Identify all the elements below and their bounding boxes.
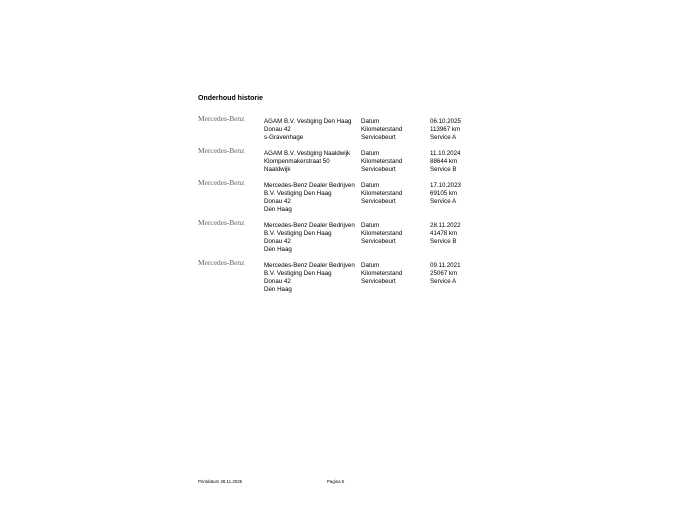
brand-logo: Mercedes-Benz (198, 146, 245, 155)
brand-logo: Mercedes-Benz (198, 258, 245, 267)
dealer-name: AGAM B.V. Vestiging Naaldwijk (264, 150, 351, 157)
label-service: Servicebeurt (361, 134, 396, 142)
dealer-city: Den Haag (264, 246, 292, 254)
value-date: 28.11.2022 (430, 222, 461, 229)
label-date: Datum (361, 222, 380, 229)
dealer-city: Den Haag (264, 286, 292, 294)
field-values (430, 262, 461, 286)
label-mileage: Kilometerstand (361, 158, 403, 166)
dealer-address (264, 182, 355, 214)
value-service: Service A (430, 278, 457, 286)
label-service: Servicebeurt (361, 238, 396, 246)
dealer-street: Donau 42 (264, 126, 291, 134)
value-mileage: 69105 km (430, 190, 458, 198)
dealer-address (264, 222, 355, 254)
value-date: 17.10.2023 (430, 182, 461, 189)
field-labels (361, 182, 402, 206)
dealer-street: Donau 42 (264, 278, 291, 286)
dealer-street: Donau 42 (264, 198, 291, 206)
field-values (430, 222, 461, 246)
dealer-street: Klompenmakerstraat 50 (264, 158, 330, 166)
field-labels (361, 118, 402, 142)
field-labels (361, 222, 402, 246)
page-number: Pagina 5 (327, 479, 345, 484)
label-date: Datum (361, 262, 380, 269)
label-date: Datum (361, 150, 380, 157)
dealer-name: Mercedes-Benz Dealer Bedrijven (264, 182, 355, 189)
dealer-city: Den Haag (264, 206, 292, 214)
label-service: Servicebeurt (361, 278, 396, 286)
field-values (430, 150, 461, 174)
value-date: 11.10.2024 (430, 150, 461, 157)
dealer-street: Donau 42 (264, 238, 291, 246)
brand-logo: Mercedes-Benz (198, 114, 245, 123)
value-mileage: 88644 km (430, 158, 458, 166)
dealer-address (264, 118, 351, 142)
label-mileage: Kilometerstand (361, 270, 403, 278)
dealer-city: s-Gravenhage (264, 134, 304, 142)
value-service: Service B (430, 166, 457, 174)
label-service: Servicebeurt (361, 198, 396, 206)
label-date: Datum (361, 118, 380, 125)
dealer-address (264, 262, 355, 294)
field-labels (361, 150, 402, 174)
dealer-name: Mercedes-Benz Dealer Bedrijven (264, 222, 355, 229)
field-values (430, 182, 461, 206)
value-service: Service A (430, 134, 457, 142)
dealer-name: AGAM B.V. Vestiging Den Haag (264, 118, 352, 125)
dealer-city: Naaldwijk (264, 166, 291, 174)
dealer-branch: B.V. Vestiging Den Haag (264, 230, 332, 238)
label-mileage: Kilometerstand (361, 190, 403, 198)
field-labels (361, 262, 402, 286)
label-date: Datum (361, 182, 380, 189)
dealer-address (264, 150, 350, 174)
value-mileage: 41478 km (430, 230, 458, 238)
value-mileage: 25067 km (430, 270, 458, 278)
value-mileage: 113967 km (430, 126, 461, 134)
dealer-branch: B.V. Vestiging Den Haag (264, 270, 332, 278)
value-date: 06.10.2025 (430, 118, 461, 125)
field-values (430, 118, 461, 142)
label-mileage: Kilometerstand (361, 126, 403, 134)
dealer-branch: B.V. Vestiging Den Haag (264, 190, 332, 198)
print-date: Printdatum 28.11.2025 (198, 479, 243, 484)
dealer-name: Mercedes-Benz Dealer Bedrijven (264, 262, 355, 269)
label-mileage: Kilometerstand (361, 230, 403, 238)
page-title: Onderhoud historie (198, 95, 263, 102)
brand-logo: Mercedes-Benz (198, 218, 245, 227)
value-date: 09.11.2021 (430, 262, 461, 269)
brand-logo: Mercedes-Benz (198, 178, 245, 187)
value-service: Service B (430, 238, 457, 246)
value-service: Service A (430, 198, 457, 206)
label-service: Servicebeurt (361, 166, 396, 174)
